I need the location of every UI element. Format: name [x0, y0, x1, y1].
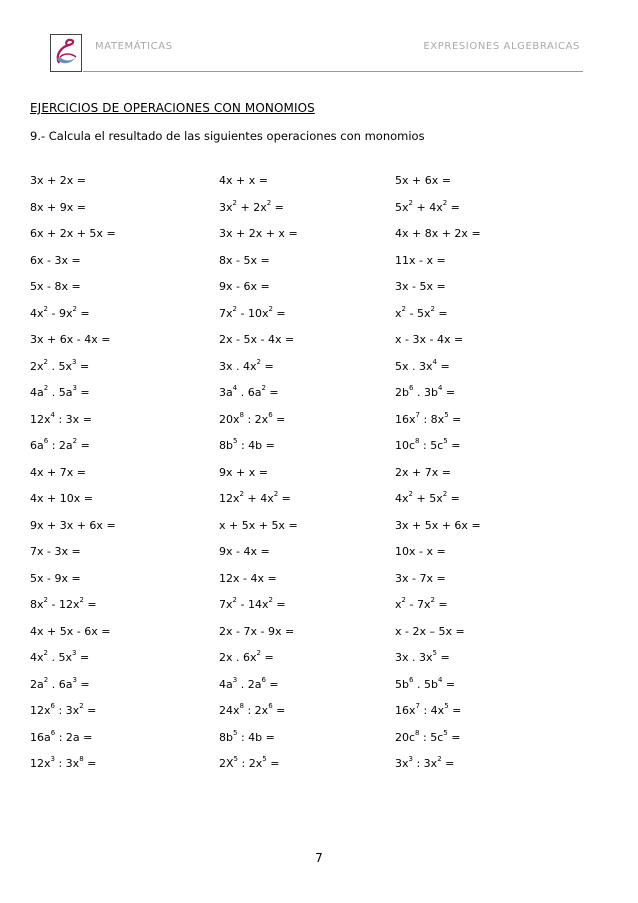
exercise-expression: $4a^3$ . $2a^6$ =	[219, 675, 279, 691]
exercise-row	[30, 545, 610, 572]
exercise-expression: 3x - 5x =	[395, 280, 446, 293]
exercise-expression: $3x^3$ : $3x^2$ =	[395, 755, 455, 770]
exercise-expression: 3x + 2x + x =	[219, 227, 298, 240]
exercise-expression: 3x . $4x^2$ =	[219, 357, 274, 373]
exercise-expression: $3x^2 + 2x^2$ =	[219, 198, 284, 214]
exercise-instruction: 9.- Calcula el resultado de las siguientes operaciones con monomios	[30, 129, 425, 143]
exercise-expression: 8x + 9x =	[30, 200, 86, 214]
exercise-row	[30, 304, 610, 334]
exercise-row	[30, 227, 610, 254]
exercise-expression: 4x + x =	[219, 174, 268, 187]
exercise-expression: $2b^6$ . $3b^4$ =	[395, 384, 456, 399]
exercise-expression: $4a^2$ . $5a^3$ =	[30, 384, 90, 399]
exercise-expression: 5x - 9x =	[30, 571, 81, 585]
exercise-expression: 2x + 7x =	[395, 465, 451, 479]
exercise-expression: $4x^2 - 9x^2$ =	[30, 304, 90, 320]
exercise-row	[30, 704, 610, 731]
page-number: 7	[315, 851, 323, 865]
exercise-row	[30, 728, 610, 758]
exercise-expression: 9x - 6x =	[219, 280, 270, 293]
exercise-expression: $4x^2 + 5x^2$ =	[395, 490, 460, 505]
exercise-expression: $5x^2 + 4x^2$ =	[395, 198, 460, 214]
exercise-expression: $20c^8$ : $5c^5$ =	[395, 728, 461, 744]
exercise-expression: 9x + 3x + 6x =	[30, 518, 116, 532]
exercise-expression: $8x^2 - 12x^2$ =	[30, 596, 97, 611]
exercise-expression: 4x + 10x =	[30, 492, 93, 505]
exercise-expression: $6a^6$ : $2a^2$ =	[30, 437, 90, 452]
exercise-expression: $3a^4$ . $6a^2$ =	[219, 384, 279, 399]
exercise-row	[30, 174, 610, 201]
exercise-expression: $x^2 - 5x^2$ =	[395, 304, 448, 320]
exercise-row	[30, 410, 610, 440]
header-topic: EXPRESIONES ALGEBRAICAS	[423, 41, 580, 52]
exercise-expression: 6x - 3x =	[30, 253, 81, 267]
exercise-row	[30, 198, 610, 228]
exercise-expression: 9x + x =	[219, 465, 268, 479]
exercise-expression: x + 5x + 5x =	[219, 518, 298, 532]
exercise-expression: $10c^8$ : $5c^5$ =	[395, 437, 461, 452]
exercise-expression: 8x - 5x =	[219, 253, 270, 267]
exercise-expression: 2x - 5x - 4x =	[219, 333, 295, 346]
exercise-row	[30, 357, 610, 387]
exercise-expression: $8b^5$ : 4b =	[219, 728, 275, 744]
exercise-expression: 3x + 2x =	[30, 174, 86, 187]
page-header	[50, 34, 590, 74]
exercise-expression: $4x^2$ . $5x^3$ =	[30, 649, 90, 664]
exercise-expression: 3x + 6x - 4x =	[30, 333, 111, 346]
exercise-row	[30, 625, 610, 652]
exercise-row	[30, 280, 610, 307]
exercise-expression: 4x + 7x =	[30, 465, 86, 479]
exercise-expression: 10x - x =	[395, 545, 446, 558]
exercise-expression: 11x - x =	[395, 253, 446, 267]
exercise-expression: 12x - 4x =	[219, 571, 277, 585]
exercise-expression: $20x^8$ : $2x^6$ =	[219, 410, 286, 426]
exercise-expression: 4x + 5x - 6x =	[30, 624, 111, 638]
exercise-row	[30, 492, 610, 519]
exercise-expression: $24x^8$ : $2x^6$ =	[219, 702, 286, 717]
page-title: EJERCICIOS DE OPERACIONES CON MONOMIOS	[30, 101, 315, 115]
exercise-expression: $16a^6$ : 2a =	[30, 728, 93, 744]
exercise-expression: $16x^7$ : $8x^5$ =	[395, 410, 462, 426]
exercise-expression: 3x + 5x + 6x =	[395, 518, 481, 532]
exercise-row	[30, 466, 610, 493]
exercise-expression: $7x^2 - 14x^2$ =	[219, 596, 286, 611]
exercise-expression: $5b^6$ . $5b^4$ =	[395, 675, 456, 691]
exercise-expression: x - 3x - 4x =	[395, 333, 464, 346]
exercise-expression: 6x + 2x + 5x =	[30, 227, 116, 240]
exercise-expression: $x^2 - 7x^2$ =	[395, 596, 448, 611]
exercise-expression: $2a^2$ . $6a^3$ =	[30, 675, 90, 691]
exercise-expression: 5x - 8x =	[30, 280, 81, 293]
exercise-expression: $7x^2 - 10x^2$ =	[219, 304, 286, 320]
exercise-row	[30, 757, 610, 784]
exercise-row	[30, 254, 610, 281]
header-divider	[83, 71, 583, 72]
exercise-expression: $12x^6$ : $3x^2$ =	[30, 702, 97, 717]
exercise-expression: $2x^2$ . $5x^3$ =	[30, 357, 90, 373]
exercise-expression: $8b^5$ : 4b =	[219, 437, 275, 452]
exercise-row	[30, 519, 610, 546]
exercise-expression: x - 2x – 5x =	[395, 624, 465, 638]
exercise-expression: $16x^7$ : $4x^5$ =	[395, 702, 462, 717]
exercise-expression: $12x^3$ : $3x^8$ =	[30, 755, 97, 770]
swan-logo-icon	[50, 34, 82, 72]
exercise-row	[30, 333, 610, 360]
exercise-row	[30, 651, 610, 678]
exercise-expression: 2x . $6x^2$ =	[219, 649, 274, 664]
exercise-expression: $2X^5$ : $2x^5$ =	[219, 755, 280, 770]
exercise-expression: 9x - 4x =	[219, 545, 270, 558]
exercise-expression: $12x^4$ : 3x =	[30, 410, 92, 426]
exercise-row	[30, 439, 610, 466]
exercise-expression: 7x - 3x =	[30, 545, 81, 558]
exercise-row	[30, 675, 610, 705]
exercise-row	[30, 572, 610, 599]
exercise-expression: 5x + 6x =	[395, 174, 451, 187]
exercise-row	[30, 598, 610, 625]
exercise-list	[30, 174, 610, 784]
exercise-expression: 2x - 7x - 9x =	[219, 624, 295, 638]
exercise-expression: 3x - 7x =	[395, 571, 446, 585]
exercise-expression: 4x + 8x + 2x =	[395, 227, 481, 240]
exercise-expression: 5x . $3x^4$ =	[395, 357, 450, 373]
exercise-expression: $12x^2 + 4x^2$ =	[219, 490, 291, 505]
header-subject: MATEMÁTICAS	[95, 41, 173, 52]
exercise-row	[30, 386, 610, 413]
exercise-expression: 3x . $3x^5$ =	[395, 649, 450, 664]
